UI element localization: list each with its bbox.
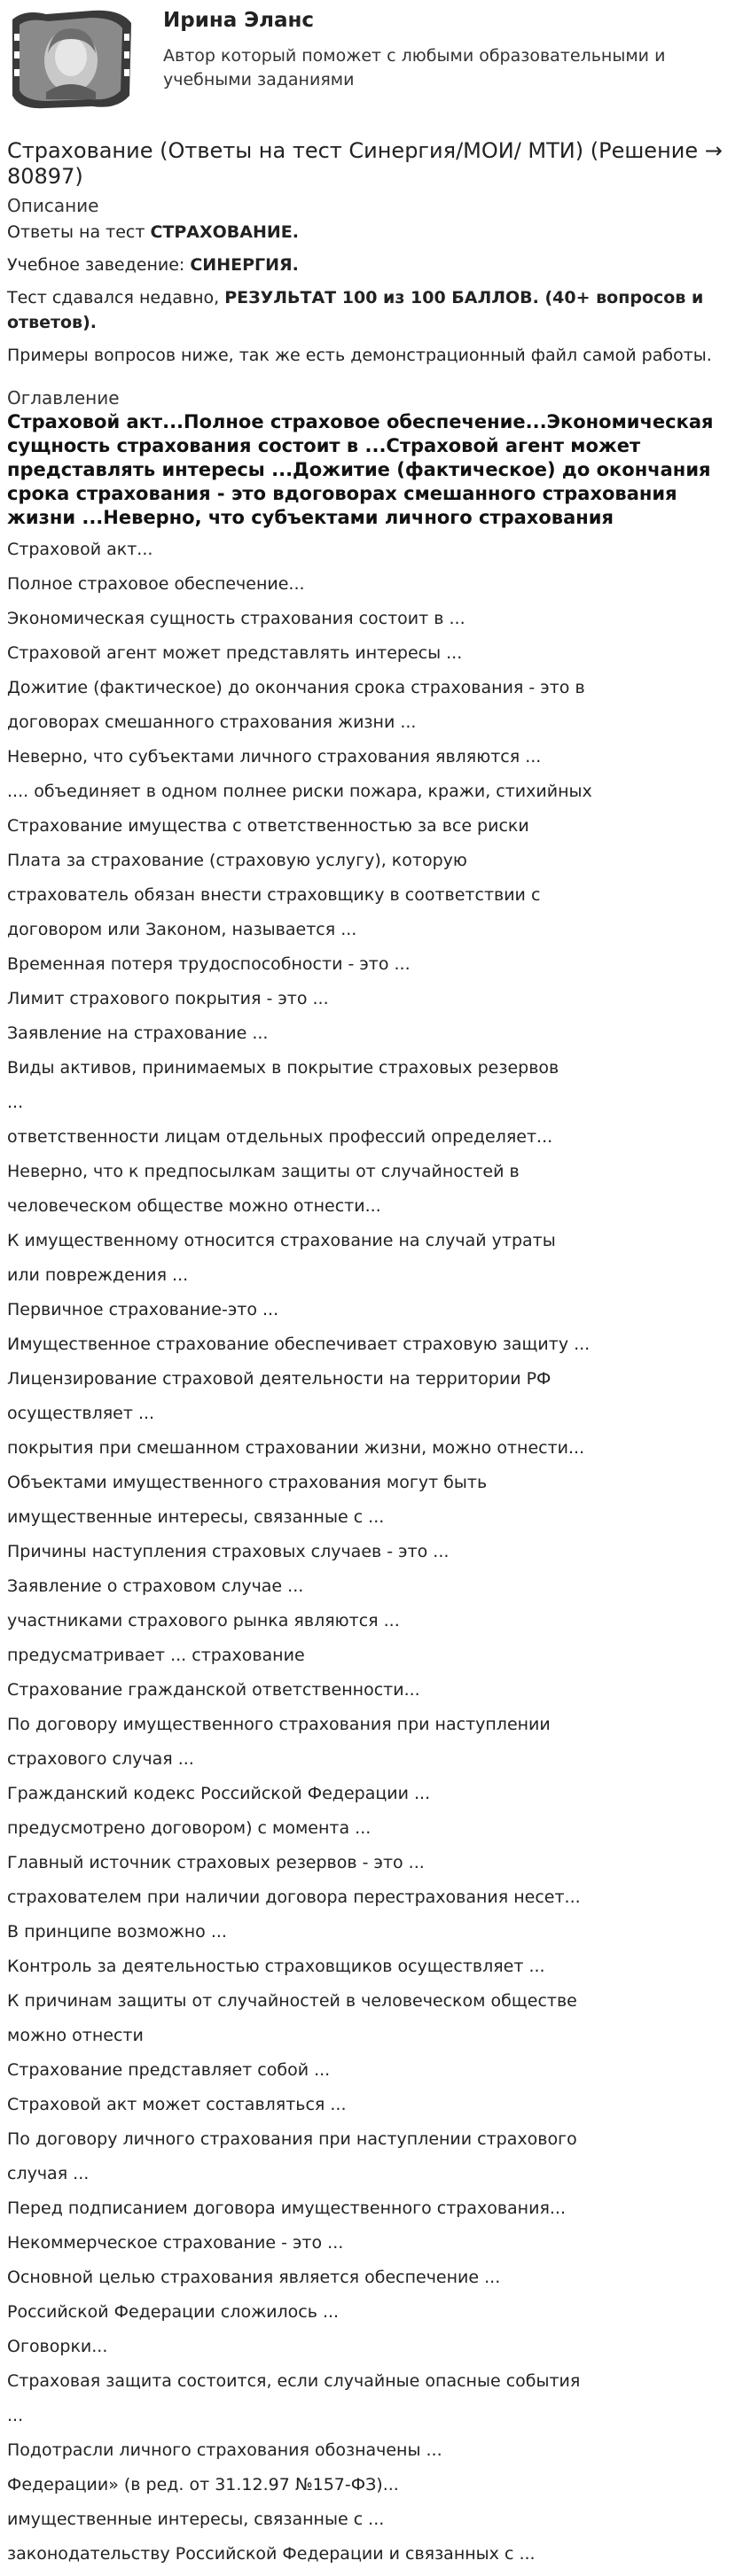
description-bold: СИНЕРГИЯ. [190, 255, 299, 275]
description-text: Ответы на тест [7, 222, 151, 242]
question-item: предусмотрено договором) с момента ... [7, 1818, 372, 1838]
question-item: законодательству Российской Федерации и связанных с ... [7, 2544, 536, 2564]
question-item: Лимит страхового покрытия - это ... [7, 989, 329, 1008]
author-info [163, 7, 713, 92]
avatar-image [7, 7, 137, 112]
question-item: Перед подписанием договора имущественного страхования... [7, 2199, 566, 2218]
question-item: Экономическая сущность страхования состоит в ... [7, 609, 465, 628]
question-item: Полное страховое обеспечение... [7, 574, 305, 594]
question-item: человеческом обществе можно отнести... [7, 1196, 381, 1216]
question-item: Основной целью страхования является обеспечение ... [7, 2268, 501, 2287]
toc-label: Оглавление [7, 387, 120, 409]
toc-heading: Страховой акт...Полное страховое обеспечение...Экономическая сущность страхования состоит в ...Страховой агент может представлять интересы ...Дожитие (фактическое) до окончания срока страхования - это вдоговорах смешанного страхования жизни ...Неверно, что субъектами личного страхования [7, 411, 714, 528]
question-item: Некоммерческое страхование - это ... [7, 2233, 344, 2253]
question-item: Причины наступления страховых случаев - это ... [7, 1542, 450, 1561]
question-item: По договору имущественного страхования при наступлении [7, 1715, 551, 1734]
question-item: Страхование представляет собой ... [7, 2060, 331, 2080]
question-item: имущественные интересы, связанные с ... [7, 1507, 385, 1527]
question-item: Страхование гражданской ответственности... [7, 1680, 420, 1700]
question-item: Гражданский кодекс Российской Федерации ... [7, 1784, 431, 1803]
question-item: Плата за страхование (страховую услугу), которую [7, 851, 467, 870]
question-item: страхователем при наличии договора перестрахования несет... [7, 1887, 581, 1907]
question-item: Главный источник страховых резервов - это ... [7, 1853, 425, 1872]
question-item: Страховой акт может составляться ... [7, 2095, 347, 2114]
question-item: К причинам защиты от случайностей в человеческом обществе [7, 1991, 577, 2011]
question-item: Российской Федерации сложилось ... [7, 2302, 340, 2322]
page-title: Страхование (Ответы на тест Синергия/МОИ/ МТИ) (Решение → 80897) [7, 138, 723, 189]
question-item: можно отнести [7, 2026, 144, 2045]
author-name[interactable]: Ирина Эланс [163, 9, 315, 32]
question-item: Лицензирование страховой деятельности на территории РФ [7, 1369, 552, 1389]
description-text: Учебное заведение: [7, 255, 191, 275]
question-item: Объектами имущественного страхования могут быть [7, 1473, 488, 1492]
question-item: страхового случая ... [7, 1749, 194, 1769]
description-block [7, 220, 744, 368]
question-item: ... [7, 1093, 24, 1112]
question-item: ... [7, 2406, 24, 2425]
question-item: или повреждения ... [7, 1265, 189, 1285]
question-item: случая ... [7, 2164, 90, 2183]
question-item: Оговорки... [7, 2337, 108, 2356]
question-item: Федерации» (в ред. от 31.12.97 №157-ФЗ)... [7, 2475, 399, 2494]
question-item: .... объединяет в одном полнее риски пожара, кражи, стихийных [7, 782, 592, 801]
question-item: Дожитие (фактическое) до окончания срока страхования - это в [7, 678, 585, 697]
question-item: Временная потеря трудоспособности - это ... [7, 954, 411, 974]
question-item: Страхование имущества с ответственностью за все риски [7, 816, 529, 836]
description-label: Описание [7, 195, 99, 216]
description-bold: РЕЗУЛЬТАТ 100 из 100 БАЛЛОВ. (40+ вопросов и ответов). [7, 288, 704, 332]
question-item: Заявление на страхование ... [7, 1023, 269, 1043]
question-item: договором или Законом, называется ... [7, 920, 357, 939]
question-item: ответственности лицам отдельных профессий определяет... [7, 1127, 553, 1147]
question-item: Контроль за деятельностью страховщиков осуществляет ... [7, 1957, 545, 1976]
question-item: Подотрасли личного страхования обозначены ... [7, 2440, 442, 2460]
question-item: Имущественное страхование обеспечивает страховую защиту ... [7, 1335, 591, 1354]
question-item: К имущественному относится страхование на случай утраты [7, 1231, 556, 1250]
description-text: Тест сдавался недавно, [7, 288, 225, 307]
question-item: Заявление о страховом случае ... [7, 1576, 304, 1596]
author-description: Автор который поможет с любыми образовательными и учебными заданиями [163, 46, 666, 89]
author-avatar[interactable] [7, 7, 137, 112]
question-item: участниками страхового рынка являются ... [7, 1611, 400, 1630]
question-item: Страховой акт... [7, 540, 153, 559]
description-bold: СТРАХОВАНИЕ. [150, 222, 299, 242]
question-item: договорах смешанного страхования жизни ... [7, 712, 417, 732]
question-item: Страховая защита состоится, если случайные опасные события [7, 2371, 581, 2391]
description-line [7, 253, 744, 277]
question-item: В принципе возможно ... [7, 1922, 227, 1942]
question-item: По договору личного страхования при наступлении страхового [7, 2129, 577, 2149]
question-item: имущественные интересы, связанные с ... [7, 2510, 385, 2529]
question-item: покрытия при смешанном страховании жизни, можно отнести... [7, 1438, 585, 1458]
question-item: страхователь обязан внести страховщику в соответствии с [7, 885, 541, 905]
description-line [7, 220, 744, 245]
question-item: осуществляет ... [7, 1404, 155, 1423]
description-line [7, 285, 744, 335]
question-item: Первичное страхование-это ... [7, 1300, 279, 1319]
description-line: Примеры вопросов ниже, так же есть демонстрационный файл самой работы. [7, 346, 712, 365]
question-item: Неверно, что к предпосылкам защиты от случайностей в [7, 1162, 520, 1181]
question-item: предусматривает ... страхование [7, 1646, 305, 1665]
question-item: Неверно, что субъектами личного страхования являются ... [7, 747, 542, 767]
question-list [7, 537, 744, 2576]
question-item: Виды активов, принимаемых в покрытие страховых резервов [7, 1058, 559, 1078]
author-card[interactable] [7, 7, 744, 121]
question-item: Страховой агент может представлять интересы ... [7, 643, 463, 663]
